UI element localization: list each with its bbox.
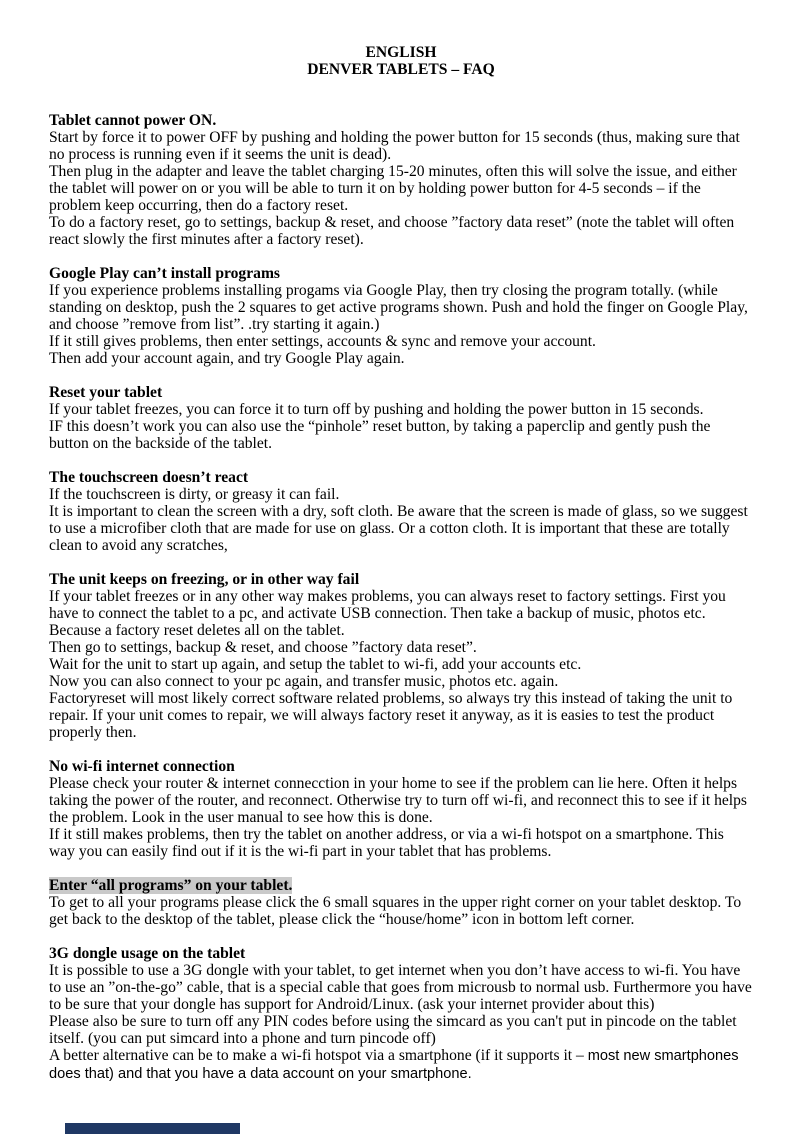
paragraph-sans-run: most new smartphones does that) and that you have a data account on your smartphone.	[49, 1048, 739, 1082]
footer-bar	[65, 1123, 240, 1134]
paragraph: If the touchscreen is dirty, or greasy it can fail.	[49, 486, 340, 503]
paragraph: Please also be sure to turn off any PIN codes before using the simcard as you can't put in pincode on the tablet itself. (you can put simcard into a phone and turn pincode off)	[49, 1013, 737, 1047]
title-line-main: DENVER TABLETS – FAQ	[307, 61, 495, 78]
paragraph: Wait for the unit to start up again, and setup the tablet to wi-fi, add your accounts etc.	[49, 656, 582, 673]
section-3g-dongle-usage	[49, 945, 753, 1083]
paragraph-mixed-font	[49, 1047, 753, 1083]
section-google-play-cant-install	[49, 265, 753, 367]
paragraph: To get to all your programs please click the 6 small squares in the upper right corner on your tablet desktop. To get back to the desktop of the tablet, please click the “house/home” icon in bottom left corner.	[49, 894, 742, 928]
title-line-language: ENGLISH	[365, 44, 437, 61]
section-heading: The touchscreen doesn’t react	[49, 469, 249, 486]
paragraph: Now you can also connect to your pc again, and transfer music, photos etc. again.	[49, 673, 559, 690]
paragraph: Then plug in the adapter and leave the tablet charging 15-20 minutes, often this will solve the issue, and either the tablet will power on or you will be able to turn it on by holding power button for 4-5 seconds – if the problem keep occurring, then do a factory reset.	[49, 163, 737, 214]
section-heading: No wi-fi internet connection	[49, 758, 235, 775]
paragraph: If you experience problems installing progams via Google Play, then try closing the program totally. (while standing on desktop, push the 2 squares to get active programs shown. Push and hold the finger on Google Play, and choose ”remove from list”. .try starting it again.)	[49, 282, 748, 333]
paragraph: Then add your account again, and try Google Play again.	[49, 350, 405, 367]
paragraph: Then go to settings, backup & reset, and choose ”factory data reset”.	[49, 639, 477, 656]
paragraph: If it still makes problems, then try the tablet on another address, or via a wi-fi hotspot on a smartphone. This way you can easily find out if it is the wi-fi part in your tablet that has problems.	[49, 826, 724, 860]
section-touchscreen-doesnt-react	[49, 469, 753, 554]
paragraph-serif-run: A better alternative can be to make a wi-fi hotspot via a smartphone (if it supports it –	[49, 1047, 588, 1064]
paragraph: It is important to clean the screen with a dry, soft cloth. Be aware that the screen is made of glass, so we suggest to use a microfiber cloth that are made for use on glass. Or a cotton cloth. It is important that these are totally clean to avoid any scratches,	[49, 503, 748, 554]
section-reset-your-tablet	[49, 384, 753, 452]
paragraph: IF this doesn’t work you can also use the “pinhole” reset button, by taking a paperclip and gently push the button on the backside of the tablet.	[49, 418, 711, 452]
paragraph: To do a factory reset, go to settings, backup & reset, and choose ”factory data reset” (note the tablet will often react slowly the first minutes after a factory reset).	[49, 214, 735, 248]
section-heading: Reset your tablet	[49, 384, 163, 401]
paragraph: Please check your router & internet connecction in your home to see if the problem can lie here. Often it helps taking the power of the router, and reconnect. Otherwise try to turn off wi-fi, and reconnect this to see if it helps the problem. Look in the user manual to see how this is done.	[49, 775, 747, 826]
paragraph: Factoryreset will most likely correct software related problems, so always try this instead of taking the unit to repair. If your unit comes to repair, we will always factory reset it anyway, as it is easies to test the product properly then.	[49, 690, 733, 741]
paragraph: If your tablet freezes, you can force it to turn off by pushing and holding the power button in 15 seconds.	[49, 401, 704, 418]
section-heading: Google Play can’t install programs	[49, 265, 281, 282]
section-heading: 3G dongle usage on the tablet	[49, 945, 246, 962]
paragraph: If it still gives problems, then enter settings, accounts & sync and remove your account.	[49, 333, 596, 350]
section-no-wifi-internet	[49, 758, 753, 860]
section-heading: Tablet cannot power ON.	[49, 112, 217, 129]
section-tablet-cannot-power-on	[49, 112, 753, 248]
paragraph: Start by force it to power OFF by pushing and holding the power button for 15 seconds (thus, making sure that no process is running even if it seems the unit is dead).	[49, 129, 740, 163]
section-heading: The unit keeps on freezing, or in other way fail	[49, 571, 360, 588]
section-enter-all-programs	[49, 877, 753, 928]
section-heading-highlighted	[49, 877, 753, 894]
highlighted-text: Enter “all programs” on your tablet.	[49, 877, 293, 894]
paragraph: If your tablet freezes or in any other way makes problems, you can always reset to factory settings. First you have to connect the tablet to a pc, and activate USB connection. Then take a backup of music, photos etc. Because a factory reset deletes all on the tablet.	[49, 588, 726, 639]
paragraph: It is possible to use a 3G dongle with your tablet, to get internet when you don’t have access to wi-fi. You have to use an ”on-the-go” cable, that is a special cable that goes from microusb to normal usb. Furthermore you have to be sure that your dongle has support for Android/Linux. (ask your internet provider about this)	[49, 962, 752, 1013]
document-title	[49, 44, 753, 78]
section-unit-keeps-freezing	[49, 571, 753, 741]
